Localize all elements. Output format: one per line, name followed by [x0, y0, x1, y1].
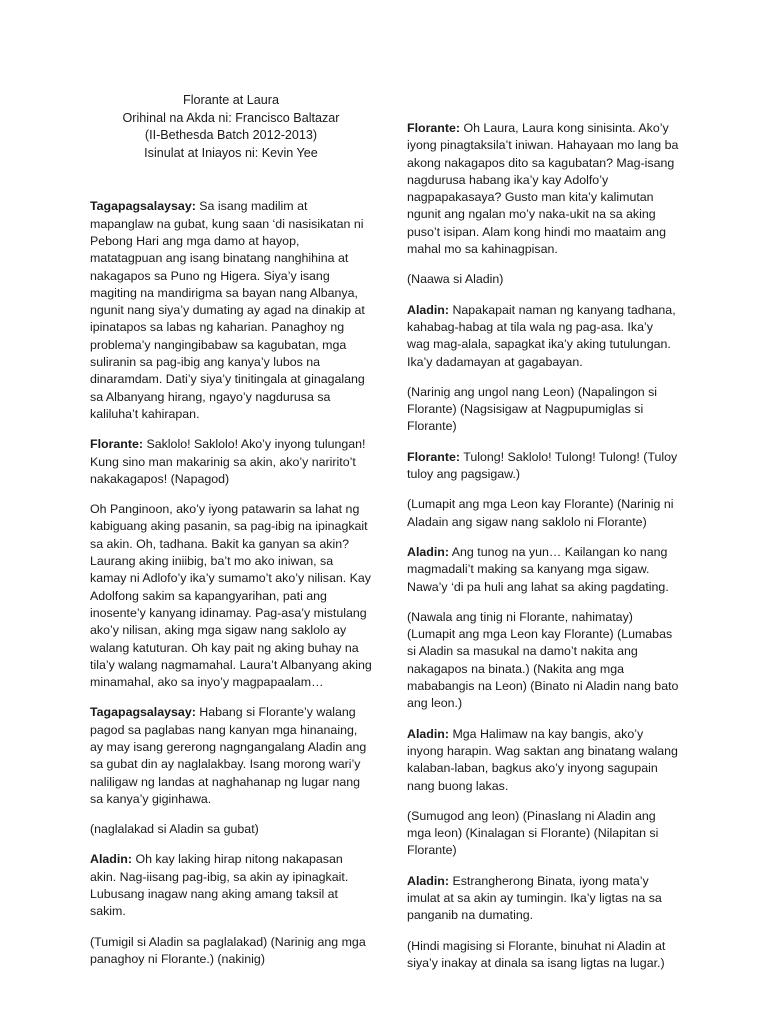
paragraph-text: Oh Laura, Laura kong sinisinta. Ako’y iyong pinagtaksila’t iniwan. Hahayaan mo lang ba akong nakagapos dito sa kagubatan? Mag-isang nagdurusa habang ika’y kay Adolfo’y nagpapakasaya? Gusto man kita’y kalimutan ngunit ang ngalan mo’y naka-ukit na sa aking puso’t isipan. Alam kong hindi mo maataim ang mahal mo sa kahinagpisan.: [407, 121, 679, 257]
paragraph-text: Estrangherong Binata, iyong mata’y imulat at sa akin ay tumingin. Ika’y ligtas na sa panganib na dumating.: [407, 873, 662, 923]
stage-direction: [90, 934, 372, 969]
batch-line: (II-Bethesda Batch 2012-2013): [144, 128, 318, 143]
speaker-label: Tagapagsalaysay:: [90, 199, 196, 214]
document-title: Florante at Laura: [183, 93, 279, 107]
script-paragraph: [90, 851, 372, 920]
paragraph-text: Oh Panginoon, ako’y iyong patawarin sa lahat ng kabiguang aking pasanin, sa pag-ibig na ipinagkait sa akin. Oh, tadhana. Bakit ka ganyan sa akin? Laurang aking iniibig, ba’t mo ako iniwan, sa kamay ni Adlofo’y ika’y sumamo’t ako’y nilisan. Kay Adolfong sakim sa kapangyarihan, pati ang inosente’y kanyang idinamay. Pag-asa’y mistulang ako’y nilisan, aking mga sigaw nang saklolo ay walang katuturan. Oh kay pait ng aking buhay na tila’y walang nagmamahal. Laura’t Albanyang aking minamahal, ako sa inyo’y magpapaalam…: [90, 502, 372, 690]
right-column: [407, 120, 679, 985]
paragraph-text: (Nawala ang tinig ni Florante, nahimatay) (Lumapit ang mga Leon kay Florante) (Lumabas si Aladin sa masukal na damo’t nakita ang nakagapos na binata.) (Nakita ang mga mababangis na Leon) (Binato ni Aladin nang bato ang leon.): [407, 609, 679, 711]
paragraph-text: Oh kay laking hirap nitong nakapasan akin. Nag-iisang pag-ibig, sa akin ay ipinagkait. Lubusang inagaw nang aking amang taksil at sakim.: [90, 852, 349, 919]
script-paragraph: [407, 120, 679, 258]
speaker-label: Aladin:: [90, 852, 132, 867]
paragraph-text: (Naawa si Aladin): [407, 272, 504, 287]
paragraph-text: Habang si Florante’y walang pagod sa paglabas nang kanyan mga hinanaing, ay may isang gererong nagngangalang Aladin ang sa gubat din ay naglalakbay. Isang morong wari’y naliligaw ng landas at naghahanap ng lugar nang sa kanya’y giginhawa.: [90, 705, 367, 806]
script-paragraph: [90, 704, 372, 808]
script-paragraph: [407, 544, 679, 596]
stage-direction: [407, 271, 679, 288]
stage-direction: [407, 938, 679, 973]
original-author-line: Orihinal na Akda ni: Francisco Baltazar: [122, 110, 340, 125]
speaker-label: Aladin:: [407, 544, 449, 559]
paragraph-text: (Tumigil si Aladin sa paglalakad) (Narinig ang mga panaghoy ni Florante.) (nakinig): [90, 934, 366, 966]
script-paragraph: [407, 873, 679, 925]
speaker-label: Aladin:: [407, 302, 449, 317]
stage-direction: [407, 384, 679, 436]
paragraph-text: Mga Halimaw na kay bangis, ako’y inyong harapin. Wag saktan ang binatang walang kalaban-laban, bagkus ako’y inyong sagupain nang buong lakas.: [407, 726, 678, 793]
speaker-label: Aladin:: [407, 873, 449, 888]
paragraph-text: Ang tunog na yun… Kailangan ko nang magmadali’t making sa kanyang mga sigaw. Nawa’y ‘di pa huli ang lahat sa aking pagdating.: [407, 544, 669, 594]
script-paragraph: [407, 302, 679, 371]
paragraph-text: (Lumapit ang mga Leon kay Florante) (Narinig ni Aladain ang sigaw nang saklolo ni Florante): [407, 497, 674, 529]
script-paragraph: [407, 449, 679, 484]
paragraph-text: (Sumugod ang leon) (Pinaslang ni Aladin ang mga leon) (Kinalagan si Florante) (Nilapitan si Florante): [407, 808, 659, 858]
left-column: [90, 92, 372, 981]
speaker-label: Aladin:: [407, 726, 449, 741]
stage-direction: [407, 496, 679, 531]
script-paragraph: [90, 501, 372, 691]
speaker-label: Tagapagsalaysay:: [90, 705, 196, 720]
script-paragraph: [90, 436, 372, 488]
stage-direction: [407, 609, 679, 713]
stage-direction: [90, 821, 372, 838]
title-block: [90, 92, 372, 162]
stage-direction: [407, 808, 679, 860]
paragraph-text: Saklolo! Saklolo! Ako’y inyong tulungan! Kung sino man makarinig sa akin, ako’y naririto’t nakakagapos! (Napagod): [90, 437, 366, 486]
paragraph-text: (Hindi magising si Florante, binuhat ni Aladin at siya’y inakay at dinala sa isang ligtas na lugar.): [407, 938, 666, 970]
speaker-label: Florante:: [90, 437, 144, 452]
paragraph-text: (Narinig ang ungol nang Leon) (Napalingon si Florante) (Nagsisigaw at Nagpupumiglas si Florante): [407, 384, 658, 434]
paragraph-text: Napakapait naman ng kanyang tadhana, kahabag-habag at tila wala ng pag-asa. Ika’y wag mag-alala, sapagkat ika’y aking tutulungan. Ika’y dadamayan at gagabayan.: [407, 302, 676, 369]
speaker-label: Florante:: [407, 449, 461, 464]
adapter-line: Isinulat at Iniayos ni: Kevin Yee: [144, 145, 318, 160]
speaker-label: Florante:: [407, 121, 461, 135]
paragraph-text: (naglalakad si Aladin sa gubat): [90, 822, 259, 837]
script-paragraph: [90, 198, 372, 423]
paragraph-text: Tulong! Saklolo! Tulong! Tulong! (Tuloy tuloy ang pagsigaw.): [407, 449, 678, 482]
paragraph-text: Sa isang madilim at mapanglaw na gubat, kung saan ‘di nasisikatan ni Pebong Hari ang mga damo at hayop, matatagpuan ang isang binatang nanghihina at nakagapos sa Puno ng Higera. Siya’y isang magiting na mandirigma sa bayan nang Albanya, ngunit nang siya’y dumating ay agad na dinakip at ipinatapos sa labas ng kaharian. Panaghoy ng problema’y nangingibabaw sa kagubatan, mga suliranin sa pag-ibig ang kanya’y lubos na dinaramdam. Dati’y siya’y tinitingala at ginagalang sa Albanyang hirang, ngayo’y nagdurusa sa kaliluha’t kahirapan.: [90, 199, 365, 421]
script-paragraph: [407, 726, 679, 795]
